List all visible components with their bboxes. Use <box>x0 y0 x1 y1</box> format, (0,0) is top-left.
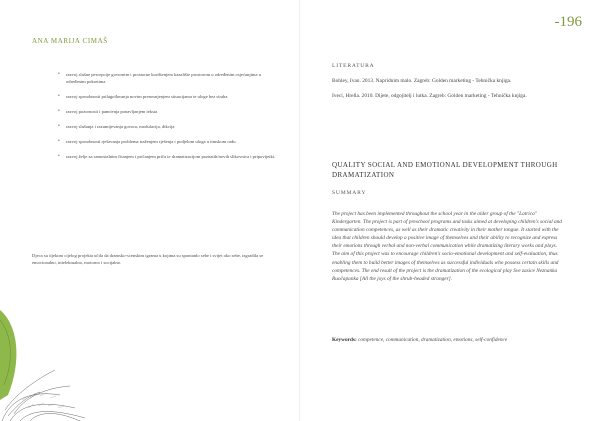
list-item: • razvoj sposobnosti rješavanja problema traženjem rješenja i podjelom uloga u timskom radu <box>58 139 236 144</box>
keywords-line <box>332 336 566 344</box>
reference-item: Iveci, Hrella. 2010. Dijete, odgojitelj i lutka. Zagreb: Golden marketing - Tehnička knjiga. <box>332 93 527 99</box>
objectives-list <box>58 71 276 168</box>
bullet-icon: • <box>58 124 60 129</box>
bullet-icon: • <box>58 109 60 114</box>
bullet-icon: • <box>58 154 60 159</box>
list-item: • razvoj želje za samostalnim čitanjem i pričanjem priča te dramatizacijom poznatih/novih slikovnica i pripovijetki. <box>58 154 276 159</box>
keywords-label: Keywords: <box>332 337 357 343</box>
literature-section <box>332 63 562 107</box>
summary-heading: SUMMARY <box>332 190 367 196</box>
article-title: QUALITY SOCIAL AND EMOTIONAL DEVELOPMENT THROUGH DRAMATIZATION <box>332 161 558 179</box>
list-item: • razvoj sposobnosti prilagođavanja novim prenosnjenjem situacijama te uloge bez straha <box>58 94 228 99</box>
list-item: • razvoj slušanja i razumijevanja govora, modulacija, dikcija <box>58 124 175 129</box>
page-number: -196 <box>554 14 582 30</box>
bullet-icon: • <box>58 72 60 77</box>
right-page <box>300 0 600 421</box>
running-head-author: ANA MARIJA CIMAŠ <box>32 37 108 45</box>
summary-text: The project has been implemented throughout the school year in the older group of the "Latrica" Kindergarten. The project is part of preschool programs and tasks aimed at developing children's social and communication competences, as well as their dramatic creativity in their mother tongue. It started with the idea that children should develop a positive image of themselves and their ability to recognize and express their emotions through verbal and non-verbal communication while dramatizing literary works and plays. The aim of this project was to encourage children's socio-emotional development and self-evaluation, thus enabling them to build better images of themselves as successful individuals who possess certain skills and competences. The end result of the project is the dramatization of the ecological play Sve zasice Neznanka Ruočapanka [All the joys of the shrub-headed stranger]. <box>332 211 562 282</box>
keywords-list: competence, communication, dramatization, emotions, self-confidence <box>356 337 508 343</box>
list-item: • razvoj pozornosti i pamćenja ponavljanjem teksta <box>58 109 158 114</box>
list-item: • razvoj slušne percepcije govornim i prostorne korištenjem kazalište prostorom u određenim osjećanjima u određenim pokretima <box>58 72 261 84</box>
conclusion-paragraph: Djeca su tijekom cijelog projekta učila da dramsko-scenskim igrama u kojima su spontanlo sebe i svijet oko sebe, izgradila se emocionalno, intelektualno, motorno i socijalno. <box>32 253 264 265</box>
bullet-icon: • <box>58 94 60 99</box>
plant-illustration-icon <box>0 300 90 421</box>
reference-item: Bohley, Ivan. 2013. Napridnim malo. Zagreb: Golden marketing - Tehnička knjiga. <box>332 78 512 84</box>
literature-heading: LITERATURA <box>332 63 375 69</box>
bullet-icon: • <box>58 139 60 144</box>
